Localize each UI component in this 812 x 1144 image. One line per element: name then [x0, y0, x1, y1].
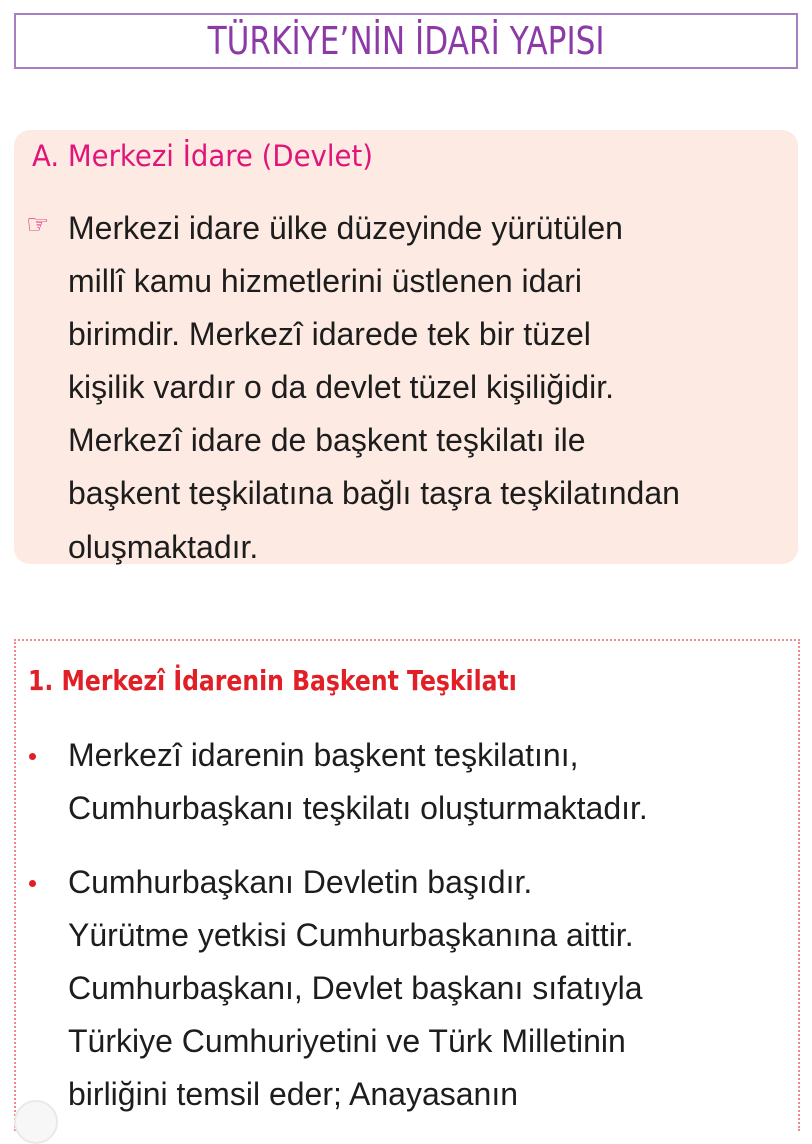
section-a-paragraph	[68, 202, 798, 520]
paragraph-line: Merkezî idare de başkent teşkilatı ile	[68, 422, 586, 458]
bullet-line: Cumhurbaşkanı Devletin başıdır.	[68, 864, 533, 900]
bullet-line: Türkiye Cumhuriyetini ve Türk Milletinin	[68, 1023, 626, 1059]
bullet-item	[68, 729, 798, 835]
bullet-dot	[29, 880, 36, 887]
paragraph-line-last: oluşmaktadır.	[68, 529, 259, 565]
bullet-line: Cumhurbaşkanı teşkilatı oluşturmaktadır.	[68, 790, 648, 826]
bullet-line: Cumhurbaşkanı, Devlet başkanı sıfatıyla	[68, 970, 643, 1006]
section-1-heading: 1. Merkezî İdarenin Başkent Teşkilatı	[28, 664, 517, 697]
page-corner-button[interactable]	[14, 1100, 58, 1144]
section-a-heading: A. Merkezi İdare (Devlet)	[32, 139, 374, 173]
bullet-item	[68, 856, 798, 1121]
paragraph-line: millî kamu hizmetlerini üstlenen idari	[68, 263, 582, 299]
bullet-line: Yürütme yetkisi Cumhurbaşkanına aittir.	[68, 917, 634, 953]
paragraph-line: Merkezi idare ülke düzeyinde yürütülen	[68, 210, 623, 246]
bullet-line: birliğini temsil eder; Anayasanın	[68, 1076, 519, 1112]
pointing-hand-icon: ☞	[26, 210, 50, 240]
bullet-line: Merkezî idarenin başkent teşkilatını,	[68, 737, 579, 773]
title-box	[14, 13, 798, 69]
page-title: TÜRKİYE’NİN İDARİ YAPISI	[207, 19, 605, 63]
paragraph-line: başkent teşkilatına bağlı taşra teşkilatından	[68, 475, 680, 511]
paragraph-line: kişilik vardır o da devlet tüzel kişiliğidir.	[68, 369, 614, 405]
bullet-dot	[29, 753, 36, 760]
paragraph-line: birimdir. Merkezî idarede tek bir tüzel	[68, 316, 591, 352]
